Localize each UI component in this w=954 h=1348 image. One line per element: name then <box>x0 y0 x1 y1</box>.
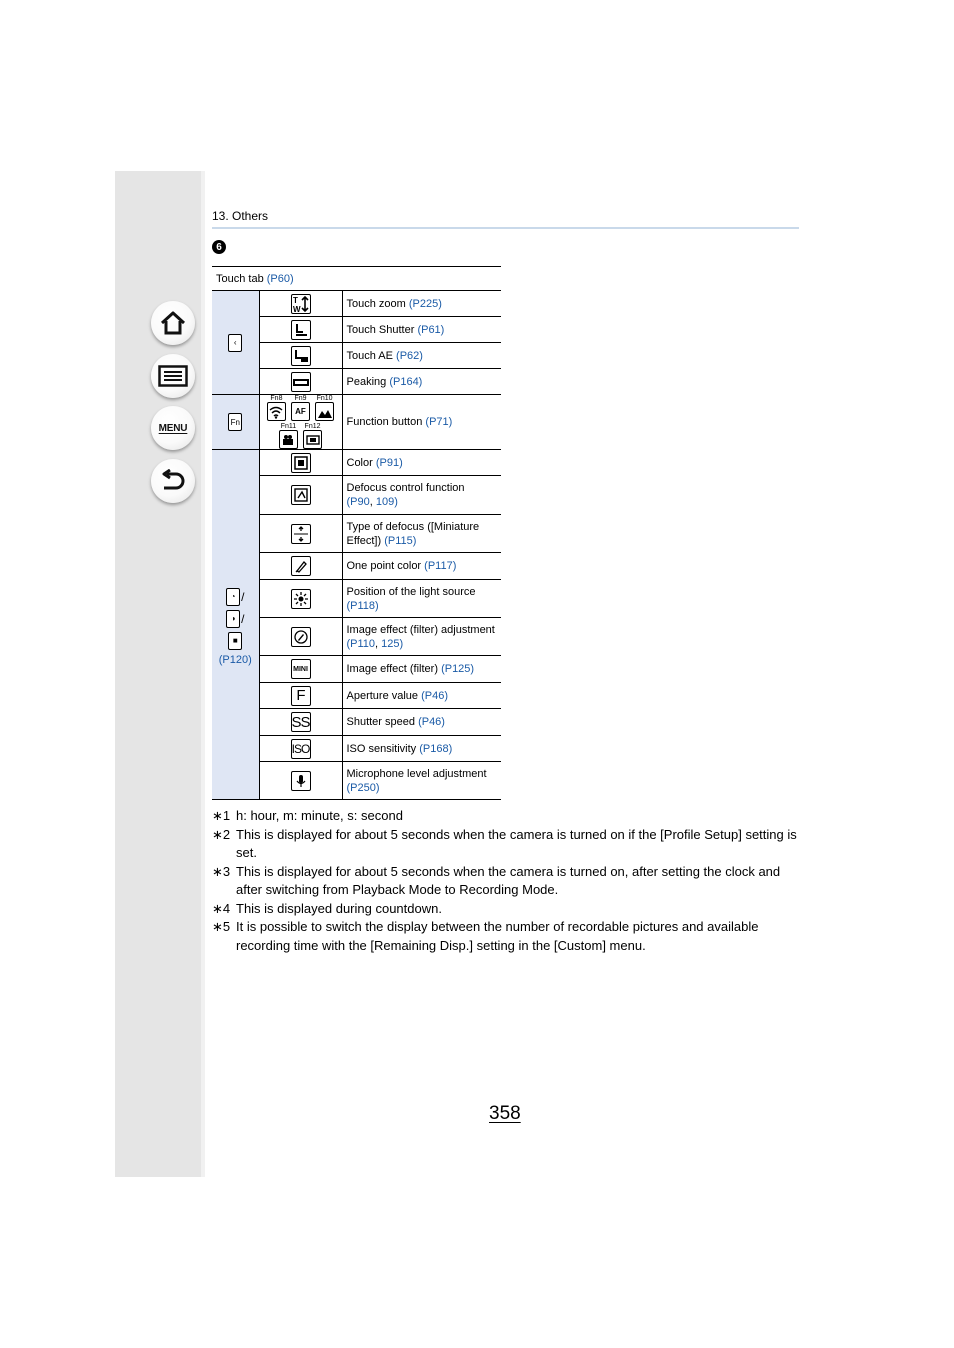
page-link[interactable]: (P118) <box>346 599 379 612</box>
fn11-icon: Fn11 <box>279 423 298 449</box>
fn-tab-icon: Fn <box>228 413 242 431</box>
light-source-icon <box>291 589 311 609</box>
label-cell <box>342 369 501 395</box>
page-link[interactable]: (P168) <box>419 742 453 755</box>
home-button[interactable] <box>151 301 195 345</box>
row-label: ISO sensitivity <box>346 742 417 755</box>
menu-label: MENU <box>158 422 188 434</box>
row-label: Type of defocus ([Miniature Effect]) <box>346 520 480 547</box>
image-effect-adjustment-icon <box>291 627 311 647</box>
peaking-icon <box>291 372 311 392</box>
label-cell <box>342 762 501 800</box>
page-link[interactable]: 125) <box>381 637 404 650</box>
icon-cell <box>259 395 342 450</box>
label-cell: Defocus control function (P90, 109) <box>342 476 501 515</box>
footnote <box>212 826 802 863</box>
touch-tab-cell <box>212 267 501 291</box>
table-row <box>212 450 501 476</box>
page-link[interactable]: (P115) <box>384 534 417 547</box>
row-label: Color <box>346 456 373 469</box>
defocus-control-icon <box>291 485 311 505</box>
svg-text:W: W <box>292 304 301 313</box>
footnote <box>212 863 802 900</box>
fn10-icon: Fn10 <box>315 395 334 421</box>
row-label: Image effect (filter) <box>346 663 438 675</box>
footnote <box>212 918 802 955</box>
fn8-icon: Fn8 <box>267 395 286 421</box>
label-cell <box>342 683 501 709</box>
icon-cell <box>259 369 342 395</box>
icon-cell <box>259 450 342 476</box>
icon-cell <box>259 683 342 709</box>
label-cell <box>342 291 501 317</box>
home-icon <box>159 310 187 336</box>
page-link[interactable]: (P164) <box>389 375 423 388</box>
page-link[interactable]: (P225) <box>408 297 442 310</box>
section-title: 13. Others <box>212 209 269 223</box>
touch-tab-table <box>212 266 501 800</box>
page-link[interactable]: (P110 <box>346 637 376 650</box>
list-icon <box>158 365 188 387</box>
creative-tab-icon-2: ◑ <box>226 610 240 628</box>
one-point-color-icon <box>291 556 311 576</box>
touch-tab-label: Touch tab <box>216 272 264 285</box>
label-cell: Image effect (filter) adjustment (P110, 125) <box>342 618 501 656</box>
row-label: Function button <box>346 416 423 428</box>
footnote-mark: ∗1 <box>212 808 231 823</box>
label-cell <box>342 395 501 450</box>
footnote-mark: ∗5 <box>212 919 231 934</box>
creative-tab-icon-1: ◔ <box>226 588 240 606</box>
footnote-text: This is displayed for about 5 seconds when the camera is turned on if the [Profile Setup] setting is set. <box>236 826 797 860</box>
row-label: Position of the light source <box>346 585 476 598</box>
label-cell <box>342 317 501 343</box>
footnote-text: This is displayed during countdown. <box>236 900 442 916</box>
page-link[interactable]: (P71) <box>425 416 453 428</box>
touch-tab-icon: ‹ <box>228 334 242 352</box>
label-cell <box>342 656 501 683</box>
svg-text:T: T <box>292 295 298 305</box>
row-label: Touch AE <box>346 349 393 362</box>
touch-ae-icon <box>291 346 311 366</box>
row-label: Aperture value <box>346 689 419 702</box>
image-effect-icon: MINI <box>291 659 311 679</box>
page-link[interactable]: (P61) <box>417 323 445 336</box>
aperture-icon: F <box>291 686 311 706</box>
fn9-icon: $\frac{Fn9}{AF}$ <box>291 395 310 421</box>
row-label: Touch Shutter <box>346 323 415 336</box>
label-cell <box>342 580 501 618</box>
label-cell <box>342 553 501 580</box>
icon-cell <box>259 476 342 515</box>
label-cell <box>342 736 501 762</box>
row-label: Microphone level adjustment <box>346 767 487 780</box>
row-label: One point color <box>346 560 422 572</box>
icon-cell <box>259 317 342 343</box>
touch-shutter-icon <box>291 320 311 340</box>
fn12-icon: Fn12 <box>303 423 322 449</box>
label-cell <box>342 709 501 736</box>
back-button[interactable] <box>151 459 195 503</box>
icon-cell <box>259 762 342 800</box>
page-link[interactable]: (P46) <box>418 716 445 728</box>
footnote-text: It is possible to switch the display between the number of recordable pictures and available recording time with the [Remaining Disp.] setting in the [Custom] menu. <box>236 919 759 953</box>
page-link[interactable]: (P117) <box>424 560 457 572</box>
touch-tab-link[interactable]: (P60) <box>266 272 294 285</box>
icon-cell <box>259 515 342 553</box>
shutter-speed-icon: SS <box>291 713 310 731</box>
label-cell <box>342 343 501 369</box>
icon-cell <box>259 580 342 618</box>
group-fn-icon-cell <box>212 395 259 450</box>
footnote-mark: ∗2 <box>212 826 231 842</box>
row-label: Touch zoom <box>346 297 406 310</box>
contents-button[interactable] <box>151 354 195 398</box>
movie-tab-icon: ■ <box>228 632 242 650</box>
row-label: Peaking <box>346 375 387 388</box>
footnote <box>212 900 802 919</box>
label-cell <box>342 450 501 476</box>
footnote <box>212 807 802 826</box>
page-link[interactable]: (P90 <box>346 496 370 508</box>
page-link[interactable]: (P125) <box>441 663 475 675</box>
iso-icon: ISO <box>291 739 311 759</box>
table-row <box>212 267 501 291</box>
group-ref-link[interactable]: (P120) <box>218 653 252 666</box>
icon-cell <box>259 709 342 736</box>
label-cell <box>342 515 501 553</box>
footnote-text: This is displayed for about 5 seconds when the camera is turned on, after setting the clock and after switching from Playback Mode to Recording Mode. <box>236 863 781 897</box>
page-link[interactable]: (P250) <box>346 781 380 794</box>
icon-cell <box>259 656 342 683</box>
header-rule <box>212 227 799 229</box>
footnote-mark: ∗4 <box>212 900 231 916</box>
page-link[interactable]: (P62) <box>396 349 423 362</box>
footnotes <box>212 807 802 955</box>
row-label: Shutter speed <box>346 716 415 728</box>
table-row <box>212 291 501 317</box>
icon-cell <box>259 618 342 656</box>
sidebar-edge <box>201 171 205 1177</box>
group-touch-icon-cell <box>212 291 259 395</box>
icon-cell <box>259 291 342 317</box>
row-label: Defocus control function <box>346 482 465 494</box>
page-link[interactable]: 109) <box>375 496 398 508</box>
table-row <box>212 395 501 450</box>
menu-button[interactable] <box>151 406 195 450</box>
icon-cell <box>259 736 342 762</box>
icon-cell <box>259 553 342 580</box>
group-creative-icon-cell: ◔ / ◑ / ■ (P120) <box>212 450 259 800</box>
icon-cell <box>259 343 342 369</box>
microphone-icon <box>291 771 311 791</box>
row-label: Image effect (filter) adjustment <box>346 623 495 636</box>
touch-zoom-icon <box>291 294 311 314</box>
footnote-text: h: hour, m: minute, s: second <box>236 808 403 823</box>
color-icon <box>291 453 311 473</box>
page-number: 358 <box>489 1103 521 1124</box>
footnote-mark: ∗3 <box>212 863 231 879</box>
back-arrow-icon <box>159 469 187 493</box>
page-link[interactable]: (P91) <box>375 456 403 469</box>
page-link[interactable]: (P46) <box>421 689 449 702</box>
section-marker: 6 <box>212 240 226 254</box>
miniature-defocus-icon <box>291 524 311 544</box>
